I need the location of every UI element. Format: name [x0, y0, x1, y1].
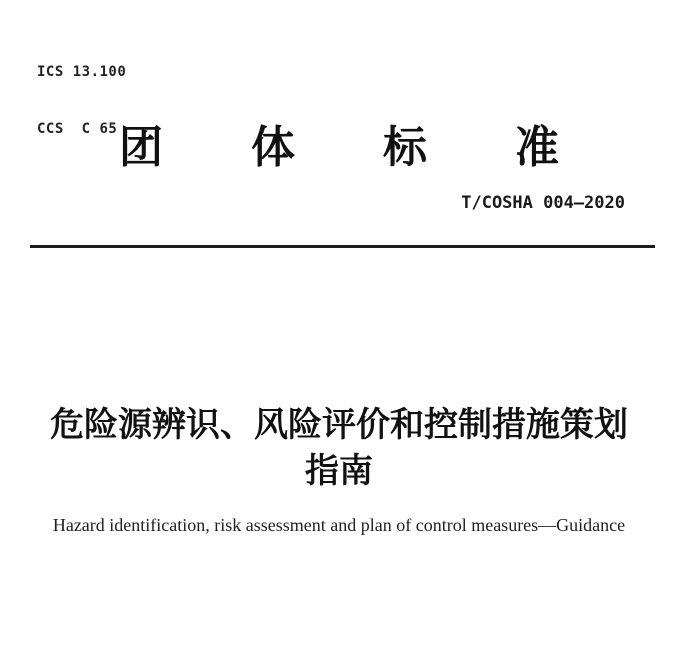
- ccs-code: CCS C 65: [37, 121, 118, 137]
- document-title: [0, 402, 678, 494]
- standard-category-title: 团体标准: [119, 122, 647, 173]
- document-title-line2: 指南: [305, 451, 373, 491]
- document-title-english: Hazard identification, risk assessment and plan of control measures—Guidance: [52, 515, 626, 535]
- ics-code: ICS 13.100: [37, 64, 127, 80]
- document-title-line1: 危险源辨识、风险评价和控制措施策划: [50, 405, 628, 445]
- standard-number: T/COSHA 004—2020: [461, 193, 625, 213]
- header-divider: [30, 245, 655, 248]
